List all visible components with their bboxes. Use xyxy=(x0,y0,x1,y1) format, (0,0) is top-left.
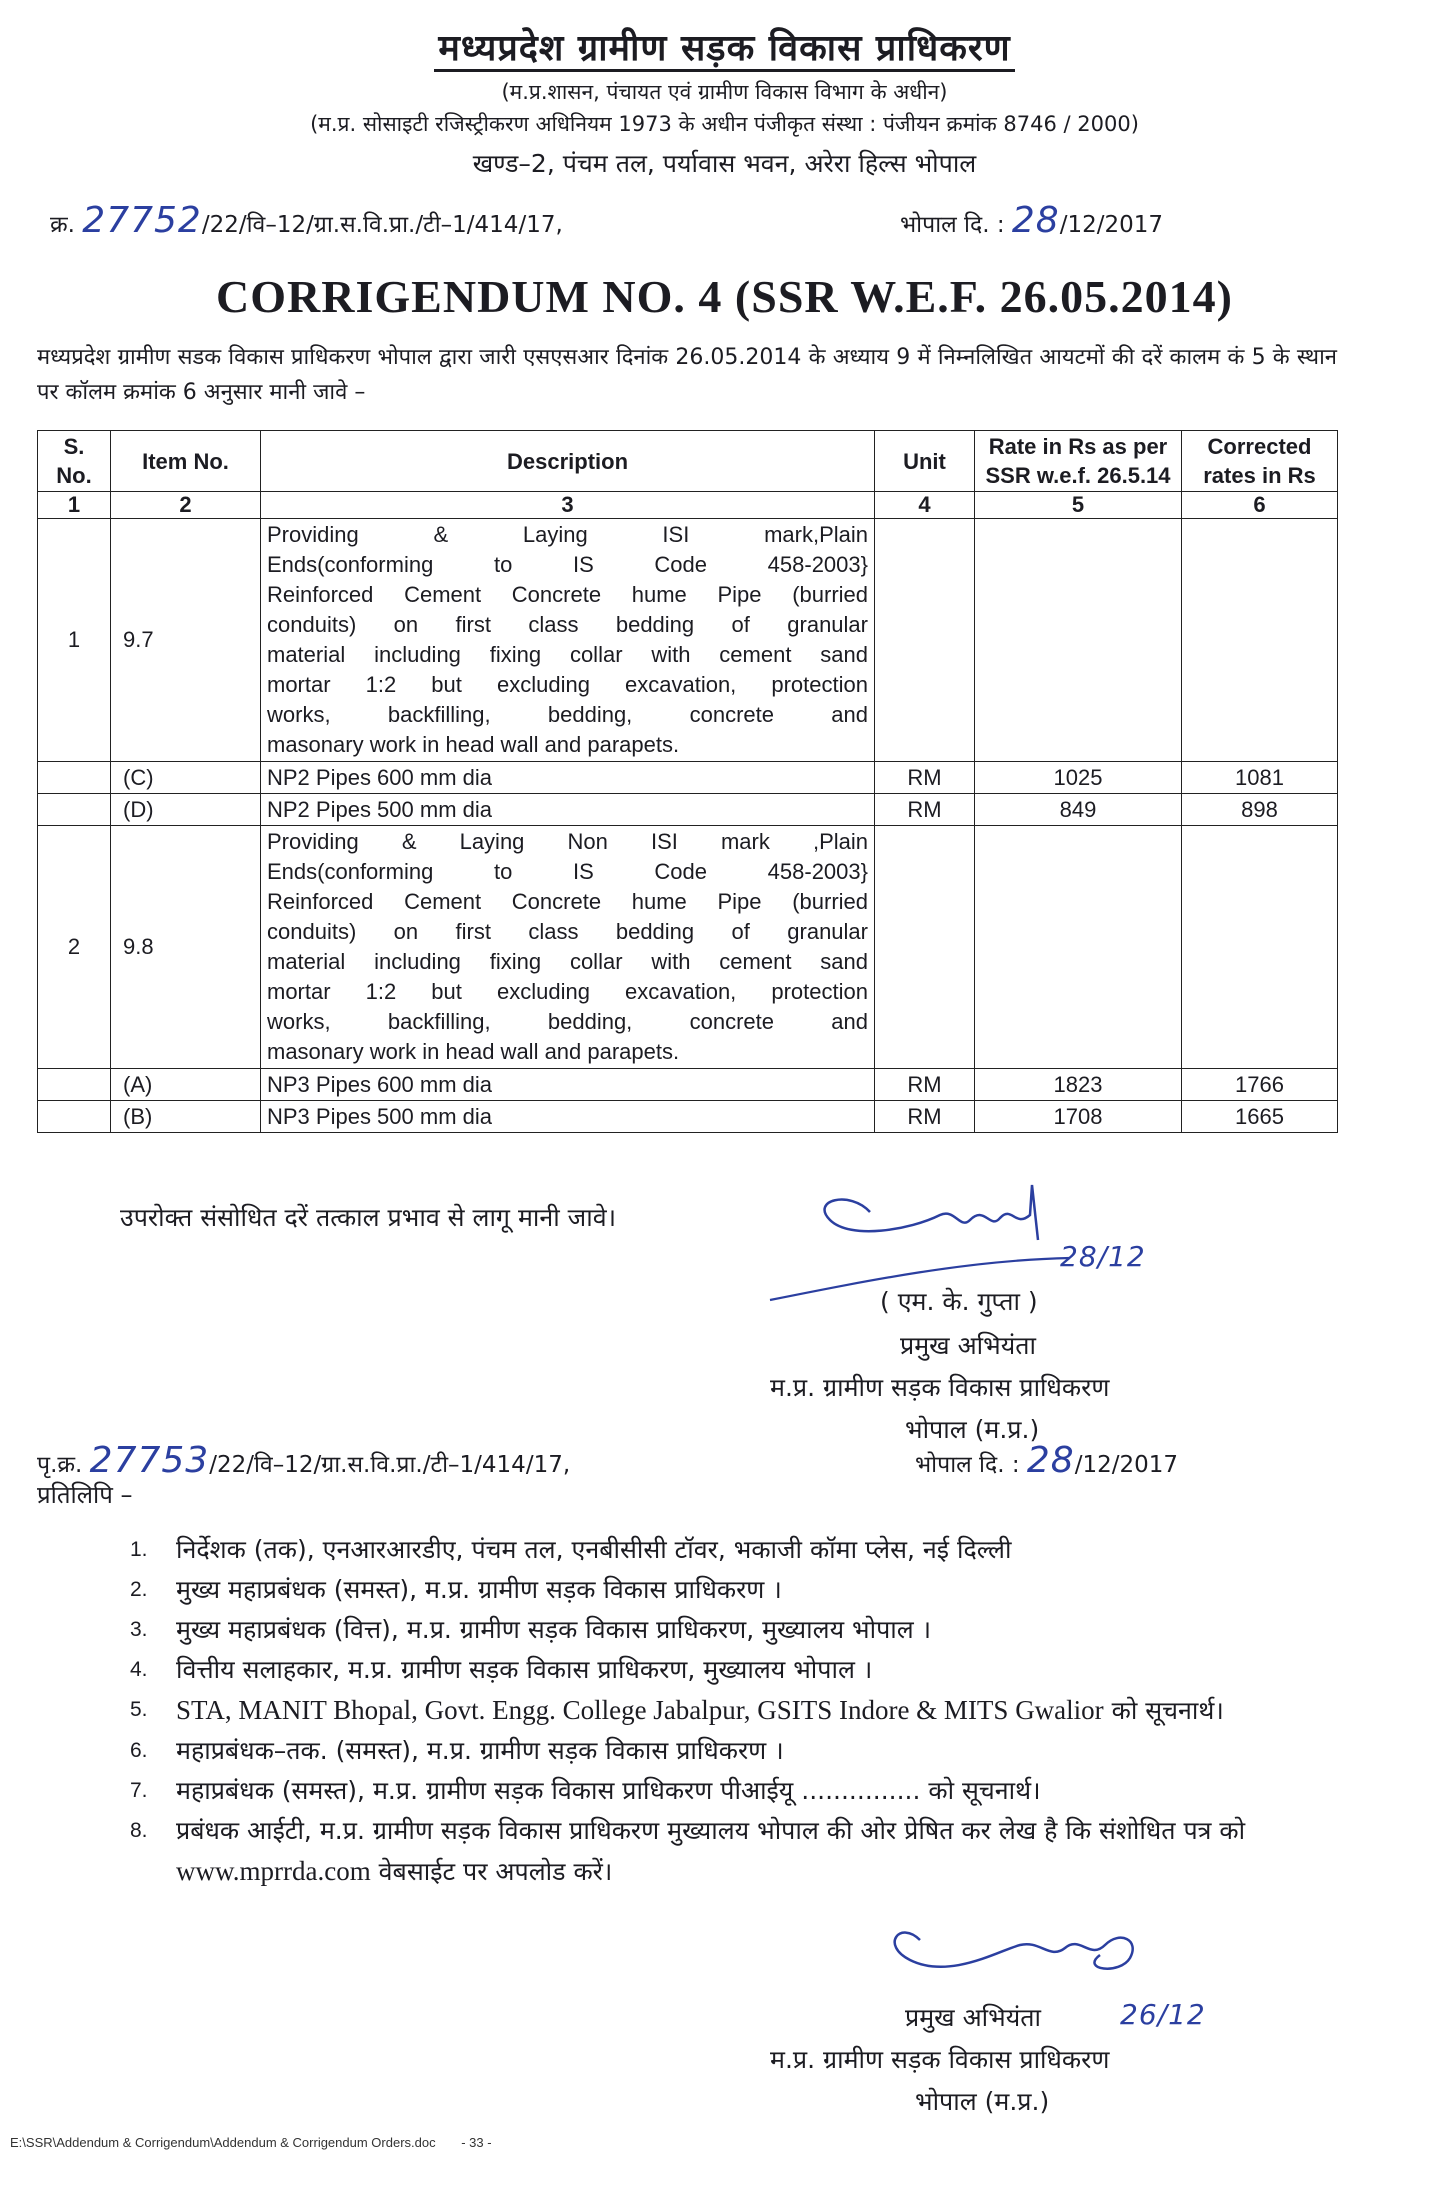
table-sub-row xyxy=(38,1101,1338,1133)
list-item xyxy=(130,1690,1340,1731)
cell-unit xyxy=(875,826,975,1069)
handwritten-day-2: 28 xyxy=(1026,1440,1075,1481)
header-rate: Rate in Rs as per SSR w.e.f. 26.5.14 xyxy=(975,431,1182,492)
description-line: masonary work in head wall and parapets. xyxy=(267,732,680,757)
page-number: - 33 - xyxy=(461,2135,492,2150)
signatory-city-2: भोपाल (म.प्र.) xyxy=(915,2087,1050,2116)
cell-sub-description: NP2 Pipes 500 mm dia xyxy=(261,794,875,826)
table-row xyxy=(38,519,1338,762)
handwritten-day: 28 xyxy=(1011,200,1060,241)
cell-corrected: 1766 xyxy=(1182,1069,1338,1101)
date2-rest: /12/2017 xyxy=(1074,1452,1179,1478)
header-unit: Unit xyxy=(875,431,975,492)
list-text-end: वेबसाईट पर अपलोड करें। xyxy=(378,1857,613,1886)
cell-rate: 1823 xyxy=(975,1069,1182,1101)
list-number: 6. xyxy=(130,1739,148,1762)
signatory-org-2: म.प्र. ग्रामीण सड़क विकास प्राधिकरण xyxy=(770,2045,1110,2074)
date-rest: /12/2017 xyxy=(1059,212,1164,238)
table-sub-row xyxy=(38,762,1338,794)
col-num: 5 xyxy=(975,492,1182,519)
cell-empty xyxy=(38,762,111,794)
cell-unit: RM xyxy=(875,1069,975,1101)
table-row xyxy=(38,826,1338,1069)
rates-body xyxy=(38,519,1338,1133)
list-number: 1. xyxy=(130,1538,148,1561)
col-num: 4 xyxy=(875,492,975,519)
header-corrected: Corrected rates in Rs xyxy=(1182,431,1338,492)
list-number: 7. xyxy=(130,1779,148,1802)
reference-date-2 xyxy=(915,1440,1178,1481)
ref-suffix: /22/वि–12/ग्रा.स.वि.प्रा./टी–1/414/17, xyxy=(201,212,563,238)
cell-sub-code: (B) xyxy=(111,1101,261,1133)
cell-rate xyxy=(975,519,1182,762)
file-path: E:\SSR\Addendum & Corrigendum\Addendum & Corrigendum Orders.doc xyxy=(10,2135,436,2150)
header-sno: S. No. xyxy=(38,431,111,492)
list-number: 2. xyxy=(130,1578,148,1601)
cell-empty xyxy=(38,794,111,826)
list-text: को सूचनार्थ। xyxy=(1111,1696,1224,1725)
corrigendum-title: CORRIGENDUM NO. 4 (SSR W.E.F. 26.05.2014) xyxy=(216,271,1233,322)
list-item xyxy=(130,1731,1340,1771)
cell-sub-description: NP3 Pipes 500 mm dia xyxy=(261,1101,875,1133)
website-text: www.mprrda.com xyxy=(176,1856,371,1886)
cell-item-no: 9.8 xyxy=(111,826,261,1069)
cell-unit xyxy=(875,519,975,762)
org-subtitle-2: (म.प्र. सोसाइटी रजिस्ट्रीकरण अधिनियम 1973 के अधीन पंजीकृत संस्था : पंजीयन क्रमांक 8746 / 2000) xyxy=(310,112,1139,136)
header-item-no: Item No. xyxy=(111,431,261,492)
reference-line-1 xyxy=(50,200,563,241)
list-text: मुख्य महाप्रबंधक (वित्त), म.प्र. ग्रामीण सड़क विकास प्राधिकरण, मुख्यालय भोपाल । xyxy=(176,1615,932,1644)
cell-sno: 2 xyxy=(38,826,111,1069)
cell-corrected xyxy=(1182,519,1338,762)
reference-date-1 xyxy=(900,200,1163,241)
handwritten-ref2-number: 27753 xyxy=(89,1440,210,1481)
ref-prefix: क्र. xyxy=(50,212,75,238)
signatory-city-1: भोपाल (म.प्र.) xyxy=(905,1415,1040,1444)
cell-sub-code: (A) xyxy=(111,1069,261,1101)
list-item xyxy=(130,1650,1340,1690)
description-line: material including fixing collar with cement sand xyxy=(267,642,868,667)
cell-corrected: 1081 xyxy=(1182,762,1338,794)
col-num: 3 xyxy=(261,492,875,519)
closing-statement: उपरोक्त संसोधित दरें तत्काल प्रभाव से लागू मानी जावे। xyxy=(120,1203,617,1232)
list-text: प्रबंधक आईटी, म.प्र. ग्रामीण सड़क विकास प्राधिकरण मुख्यालय भोपाल की ओर प्रेषित कर लेख है कि संशोधित पत्र को xyxy=(176,1816,1246,1845)
date2-label: भोपाल दि. : xyxy=(915,1452,1020,1478)
description-line: conduits) on first class bedding of granular xyxy=(267,612,868,637)
copy-to-label: प्रतिलिपि – xyxy=(37,1481,133,1509)
handwritten-ref-number: 27752 xyxy=(82,200,202,241)
cell-sub-description: NP3 Pipes 600 mm dia xyxy=(261,1069,875,1101)
cell-description xyxy=(261,519,875,762)
intro-paragraph: मध्यप्रदेश ग्रामीण सडक विकास प्राधिकरण भोपाल द्वारा जारी एसएसआर दिनांक 26.05.2014 के अध्याय 9 में निम्नलिखित आयटमों की दरें कालम कं 5 के स्थान पर कॉलम क्रमांक 6 अनुसार मानी जावे – xyxy=(37,345,1337,405)
cell-sub-code: (C) xyxy=(111,762,261,794)
description-line: conduits) on first class bedding of granular xyxy=(267,919,868,944)
org-address: खण्ड–2, पंचम तल, पर्यावास भवन, अरेरा हिल्स भोपाल xyxy=(472,149,977,178)
list-text: महाप्रबंधक–तक. (समस्त), म.प्र. ग्रामीण सड़क विकास प्राधिकरण । xyxy=(176,1736,784,1765)
ref2-prefix: पृ.क्र. xyxy=(37,1452,83,1478)
col-num: 1 xyxy=(38,492,111,519)
table-sub-row xyxy=(38,1069,1338,1101)
list-item xyxy=(130,1530,1340,1570)
cell-sub-description: NP2 Pipes 600 mm dia xyxy=(261,762,875,794)
cell-sno: 1 xyxy=(38,519,111,762)
table-header-row xyxy=(38,431,1338,492)
org-title xyxy=(0,22,1449,71)
description-line: works, backfilling, bedding, concrete and xyxy=(267,1009,868,1034)
cell-rate: 849 xyxy=(975,794,1182,826)
description-line: works, backfilling, bedding, concrete and xyxy=(267,702,868,727)
description-line: masonary work in head wall and parapets. xyxy=(267,1039,680,1064)
cell-rate: 1708 xyxy=(975,1101,1182,1133)
list-item xyxy=(130,1811,1340,1892)
signature-2-date: 26/12 xyxy=(1120,1998,1206,2031)
cell-unit: RM xyxy=(875,1101,975,1133)
table-sub-row xyxy=(38,794,1338,826)
list-item xyxy=(130,1771,1340,1811)
column-number-row xyxy=(38,492,1338,519)
list-text: वित्तीय सलाहकार, म.प्र. ग्रामीण सड़क विकास प्राधिकरण, मुख्यालय भोपाल । xyxy=(176,1655,873,1684)
cell-item-no: 9.7 xyxy=(111,519,261,762)
copy-list xyxy=(130,1530,1340,1892)
description-line: Reinforced Cement Concrete hume Pipe (burried xyxy=(267,582,868,607)
cell-unit: RM xyxy=(875,794,975,826)
date-label: भोपाल दि. : xyxy=(900,212,1005,238)
list-item xyxy=(130,1610,1340,1650)
list-text: निर्देशक (तक), एनआरआरडीए, पंचम तल, एनबीसीसी टॉवर, भकाजी कॉमा प्लेस, नई दिल्ली xyxy=(176,1535,1012,1564)
cell-description xyxy=(261,826,875,1069)
list-text: मुख्य महाप्रबंधक (समस्त), म.प्र. ग्रामीण सड़क विकास प्राधिकरण । xyxy=(176,1575,782,1604)
description-line: mortar 1:2 but excluding excavation, protection xyxy=(267,979,868,1004)
org-subtitle-1: (म.प्र.शासन, पंचायत एवं ग्रामीण विकास विभाग के अधीन) xyxy=(501,80,948,104)
list-number: 5. xyxy=(130,1698,148,1721)
list-item xyxy=(130,1570,1340,1610)
file-path-footer xyxy=(10,2135,492,2150)
description-line: Reinforced Cement Concrete hume Pipe (burried xyxy=(267,889,868,914)
cell-empty xyxy=(38,1101,111,1133)
description-line: Ends(conforming to IS Code 458-2003} xyxy=(267,859,868,884)
cell-rate: 1025 xyxy=(975,762,1182,794)
list-number: 3. xyxy=(130,1618,148,1641)
cell-rate xyxy=(975,826,1182,1069)
rates-table xyxy=(37,430,1338,1133)
header-description: Description xyxy=(261,431,875,492)
ref2-suffix: /22/वि–12/ग्रा.स.वि.प्रा./टी–1/414/17, xyxy=(209,1452,571,1478)
org-title-text: मध्यप्रदेश ग्रामीण सड़क विकास प्राधिकरण xyxy=(434,28,1014,72)
signatory-designation-1: प्रमुख अभियंता xyxy=(900,1331,1036,1360)
cell-unit: RM xyxy=(875,762,975,794)
description-line: Ends(conforming to IS Code 458-2003} xyxy=(267,552,868,577)
description-line: Providing & Laying ISI mark,Plain xyxy=(267,522,868,547)
col-num: 2 xyxy=(111,492,261,519)
cell-corrected xyxy=(1182,826,1338,1069)
cell-empty xyxy=(38,1069,111,1101)
list-number: 8. xyxy=(130,1819,148,1842)
cell-corrected: 898 xyxy=(1182,794,1338,826)
reference-line-2 xyxy=(37,1440,570,1481)
list-text: महाप्रबंधक (समस्त), म.प्र. ग्रामीण सड़क विकास प्राधिकरण पीआईयू ............... को सूचनार्थ। xyxy=(176,1776,1041,1805)
signatory-name: ( एम. के. गुप्ता ) xyxy=(880,1287,1038,1316)
description-line: mortar 1:2 but excluding excavation, protection xyxy=(267,672,868,697)
list-number: 4. xyxy=(130,1658,148,1681)
signature-2-scribble xyxy=(880,1900,1200,2010)
list-text-english: STA, MANIT Bhopal, Govt. Engg. College Jabalpur, GSITS Indore & MITS Gwalior xyxy=(176,1695,1104,1725)
cell-corrected: 1665 xyxy=(1182,1101,1338,1133)
description-line: Providing & Laying Non ISI mark ,Plain xyxy=(267,829,868,854)
col-num: 6 xyxy=(1182,492,1338,519)
cell-sub-code: (D) xyxy=(111,794,261,826)
description-line: material including fixing collar with cement sand xyxy=(267,949,868,974)
signatory-designation-2: प्रमुख अभियंता xyxy=(905,2003,1041,2032)
signature-1-date: 28/12 xyxy=(1060,1240,1146,1273)
signatory-org-1: म.प्र. ग्रामीण सड़क विकास प्राधिकरण xyxy=(770,1373,1110,1402)
